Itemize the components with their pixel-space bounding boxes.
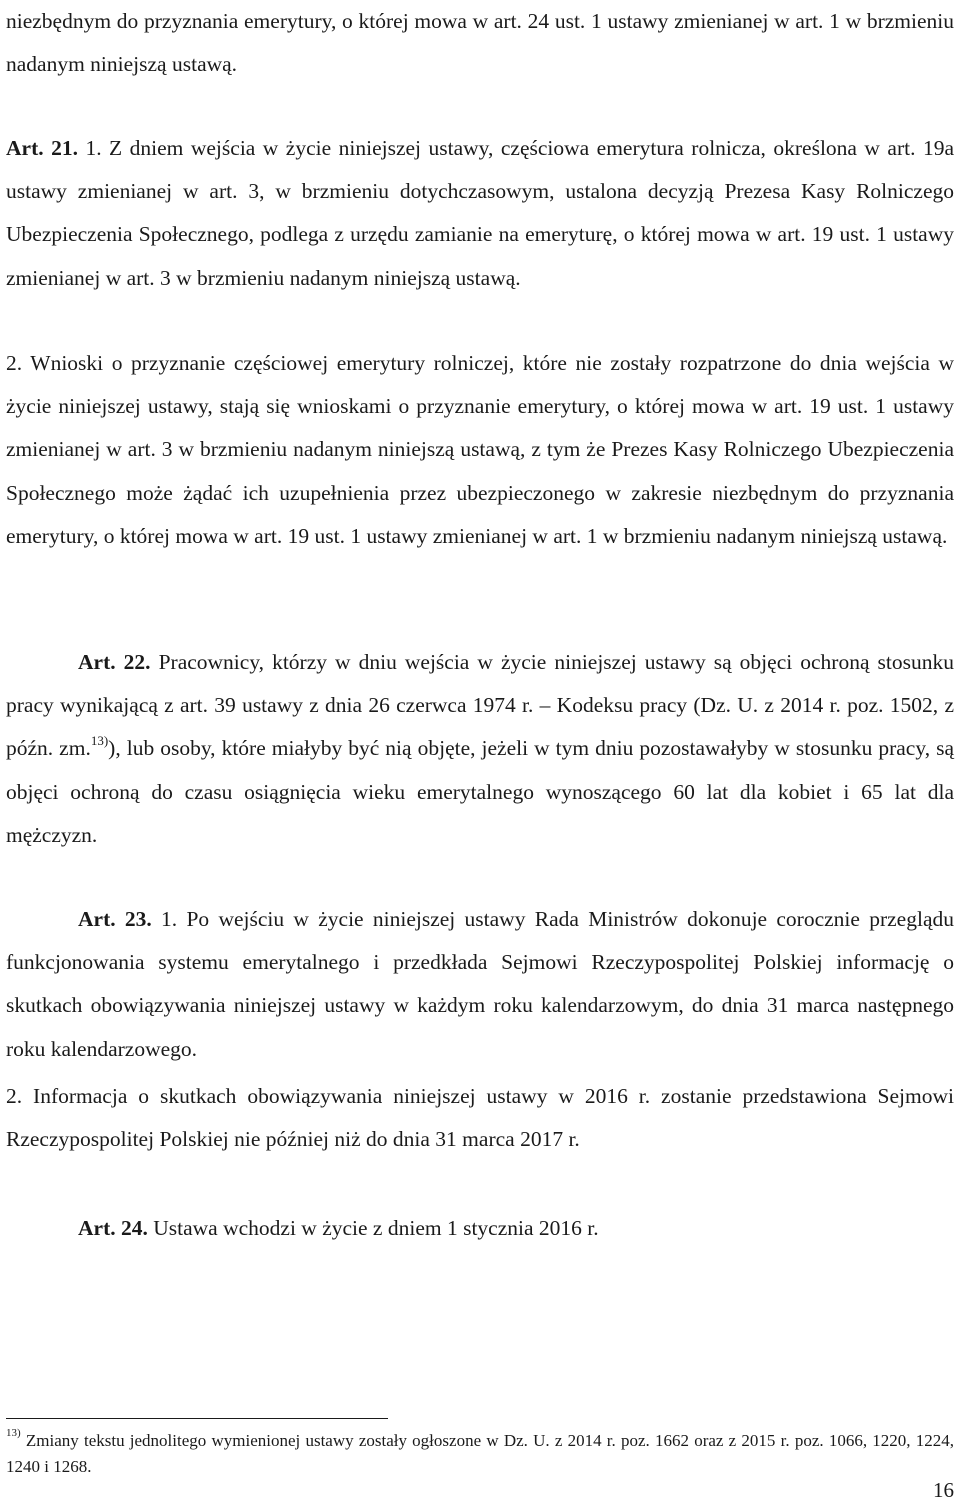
art-22-text-after: ), lub osoby, które miałyby być nią objęte, jeżeli w tym dniu pozostawałyby w stosunku pracy, są objęci ochroną do czasu osiągnięcia wieku emerytalnego wynoszącego 60 lat dla kobiet i 65 lat dla mężczyzn.	[6, 736, 954, 847]
art-23-label: Art. 23.	[78, 907, 152, 931]
art-21-paragraph-1	[6, 127, 954, 300]
art-23-paragraph-1	[6, 898, 954, 1071]
art-24-paragraph	[6, 1207, 954, 1250]
art-21-paragraph-2: 2. Wnioski o przyznanie częściowej emerytury rolniczej, które nie zostały rozpatrzone do dnia wejścia w życie niniejszej ustawy, stają się wnioskami o przyznanie emerytury, o której mowa w art. 19 ust. 1 ustawy zmienianej w art. 3 w brzmieniu nadanym niniejszą ustawą, z tym że Prezes Kasy Rolniczego Ubezpieczenia Społecznego może żądać ich uzupełnienia przez ubezpieczonego w zakresie niezbędnym do przyznania emerytury, o której mowa w art. 19 ust. 1 ustawy zmienianej w art. 1 w brzmieniu nadanym niniejszą ustawą.	[6, 351, 954, 548]
art-21-p1-text: 1. Z dniem wejścia w życie niniejszej ustawy, częściowa emerytura rolnicza, określona w art. 19a ustawy zmienianej w art. 3, w brzmieniu dotychczasowym, ustalona decyzją Prezesa Kasy Rolniczego Ubezpieczenia Społecznego, podlega z urzędu zamianie na emeryturę, o której mowa w art. 19 ust. 1 ustawy zmienianej w art. 3 w brzmieniu nadanym niniejszą ustawą.	[6, 136, 954, 290]
art-24-text: Ustawa wchodzi w życie z dniem 1 stycznia 2016 r.	[147, 1216, 599, 1240]
footnote-13	[6, 1428, 954, 1480]
footnote-ref-13[interactable]: 13)	[90, 733, 109, 749]
art-23-paragraph-2: 2. Informacja o skutkach obowiązywania niniejszej ustawy w 2016 r. zostanie przedstawiona Sejmowi Rzeczypospolitej Polskiej nie później niż do dnia 31 marca 2017 r.	[6, 1084, 954, 1152]
art-21-label: Art. 21.	[6, 136, 78, 160]
footnote-text: Zmiany tekstu jednolitego wymienionej ustawy zostały ogłoszone w Dz. U. z 2014 r. poz. 1662 oraz z 2015 r. poz. 1066, 1220, 1224, 1240 i 1268.	[6, 1431, 954, 1476]
art-22-paragraph	[6, 641, 954, 857]
page-number: 16	[933, 1478, 954, 1502]
continuation-paragraph: niezbędnym do przyznania emerytury, o której mowa w art. 24 ust. 1 ustawy zmienianej w art. 1 w brzmieniu nadanym niniejszą ustawą.	[6, 9, 954, 77]
art-24-label: Art. 24.	[78, 1216, 148, 1240]
art-22-label: Art. 22.	[78, 650, 151, 674]
footnote-separator	[6, 1418, 388, 1419]
footnote-marker: 13)	[6, 1427, 21, 1440]
art-22-text-before: Pracownicy, którzy w dniu wejścia w życie niniejszej ustawy są objęci ochroną stosunku pracy wynikającą z art. 39 ustawy z dnia 26 czerwca 1974 r. – Kodeksu pracy (Dz. U. z 2014 r. poz. 1502, z późn. zm.	[6, 650, 954, 761]
art-23-p1-text: 1. Po wejściu w życie niniejszej ustawy Rada Ministrów dokonuje corocznie przeglądu funkcjonowania systemu emerytalnego i przedkłada Sejmowi Rzeczypospolitej Polskiej informację o skutkach obowiązywania niniejszej ustawy w każdym roku kalendarzowym, do dnia 31 marca następnego roku kalendarzowego.	[6, 907, 954, 1061]
